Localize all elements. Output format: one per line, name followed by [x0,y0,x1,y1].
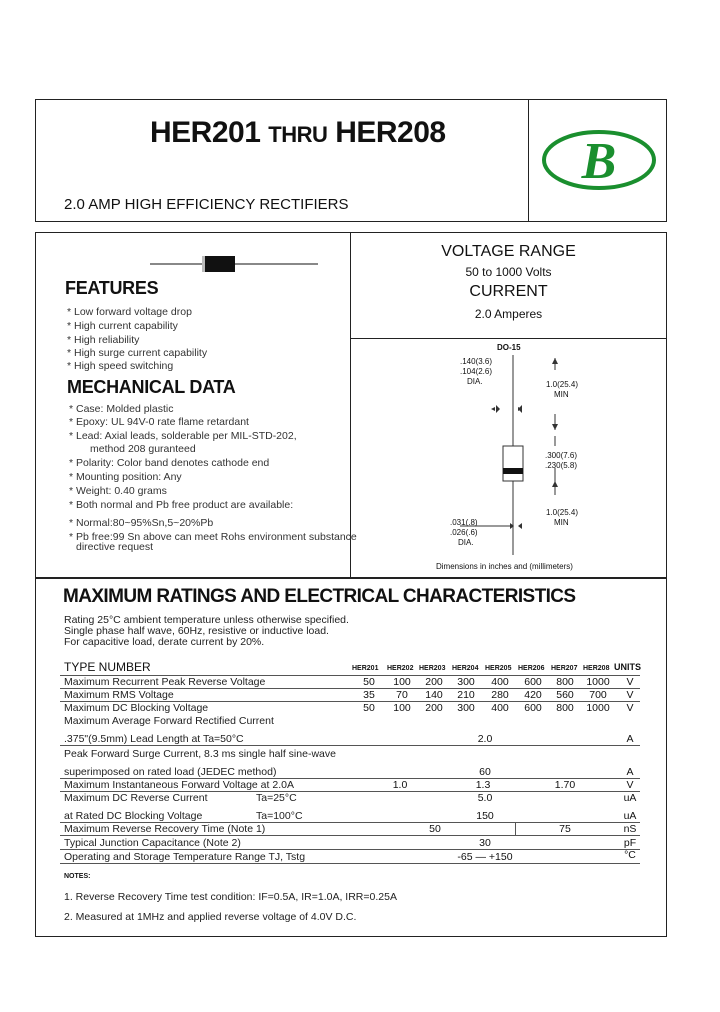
mechanical-item: directive request [76,541,154,553]
page-title [150,116,446,150]
col-header: HER205 [485,665,512,672]
table-cell: 140 [425,689,443,701]
dim-dia-top-3: DIA. [467,377,483,386]
table-cell: 50 [363,702,375,714]
brand-logo [541,129,657,191]
table-cell: 1000 [586,676,610,688]
table-cell: 30 [479,837,491,849]
table-cell: -65 — +150 [457,851,513,863]
table-row-label: at Rated DC Blocking Voltage [64,810,203,822]
table-row-condition: Ta=100°C [256,810,303,822]
table-cell: 1.3 [475,779,491,791]
table-cell: 50 [429,823,441,835]
mechanical-item: * Case: Molded plastic [69,403,174,415]
mechanical-item: * Epoxy: UL 94V-0 rate flame retardant [69,416,249,428]
table-unit: A [626,733,634,745]
table-cell: 1.0 [392,779,408,791]
col-header: HER202 [387,665,414,672]
table-cell: 60 [479,766,491,778]
table-row-label: Maximum Instantaneous Forward Voltage at 2.0A [64,779,294,791]
table-cell: 2.0 [477,733,493,745]
table-cell: 400 [491,676,509,688]
feature-item: * High reliability [67,334,140,346]
table-row-condition: Ta=25°C [256,792,297,804]
table-cell: 600 [524,676,542,688]
table-row-label: Maximum DC Reverse Current [64,792,208,804]
table-cell: 210 [457,689,475,701]
dim-body-1: .300(7.6) [545,451,578,460]
table-unit: °C [624,849,636,861]
table-cell: 280 [491,689,509,701]
logo-letter: B [581,133,617,190]
header-divider [528,99,529,222]
note-item: 2. Measured at 1MHz and applied reverse voltage of 4.0V D.C. [64,911,357,923]
table-cell: 800 [556,702,574,714]
table-cell: 150 [476,810,494,822]
table-cell: 70 [396,689,408,701]
feature-item: * High surge current capability [67,347,208,359]
title-right: HER208 [335,116,446,149]
table-row-label: Maximum DC Blocking Voltage [64,702,209,714]
voltage-range-title: VOLTAGE RANGE [441,243,576,260]
feature-item: * High current capability [67,320,178,332]
dim-body-2: .230(5.8) [545,461,578,470]
table-cell: 800 [556,676,574,688]
mechanical-item: * Normal:80~95%Sn,5~20%Pb [69,517,214,529]
table-row-label: .375"(9.5mm) Lead Length at Ta=50°C [64,733,244,745]
table-cell: 50 [363,676,375,688]
table-cell: 100 [393,702,411,714]
table-cell: 200 [425,702,443,714]
table-cell: 300 [457,702,475,714]
table-row-label: Maximum Reverse Recovery Time (Note 1) [64,823,266,835]
table-cell: 5.0 [477,792,493,804]
mechanical-item: * Both normal and Pb free product are available: [69,499,294,511]
current-title: CURRENT [469,283,548,300]
table-unit: V [626,689,634,701]
table-cell: 200 [425,676,443,688]
col-header: HER203 [419,665,446,672]
dim-lead-1: 1.0(25.4) [546,380,579,389]
col-header: HER207 [551,665,578,672]
table-cell: 400 [491,702,509,714]
mechanical-item: method 208 guranteed [90,443,196,455]
dim-wire-2: .026(.6) [450,528,478,537]
trr-divider [515,822,516,835]
col-header: HER208 [583,665,610,672]
table-unit: pF [623,837,637,849]
table-unit: uA [623,792,637,804]
mechanical-item: * Lead: Axial leads, solderable per MIL-STD-202, [69,430,297,442]
table-unit: V [626,779,634,791]
note-item: 1. Reverse Recovery Time test condition: IF=0.5A, IR=1.0A, IRR=0.25A [64,891,397,903]
ratings-note: Rating 25°C ambient temperature unless otherwise specified. [64,614,349,626]
dim-wire-1: .031(.8) [450,518,478,527]
dim-wire-3: DIA. [458,538,474,547]
mechanical-item: * Polarity: Color band denotes cathode end [69,457,270,469]
ratings-note: Single phase half wave, 60Hz, resistive or inductive load. [64,625,329,637]
table-rule [60,745,640,746]
mechanical-title: MECHANICAL DATA [67,377,236,397]
feature-item: * High speed switching [67,360,174,372]
table-row-label: Maximum Average Forward Rectified Current [64,715,274,727]
features-title: FEATURES [65,278,159,298]
table-unit: V [626,702,634,714]
type-number-label: TYPE NUMBER [64,660,151,674]
table-row-label: Typical Junction Capacitance (Note 2) [64,837,241,849]
feature-item: * Low forward voltage drop [67,306,192,318]
units-label: UNITS [614,662,641,672]
dim-dia-top-1: .140(3.6) [460,357,493,366]
table-row-label: Peak Forward Surge Current, 8.3 ms single half sine-wave [64,748,336,760]
col-header: HER206 [518,665,545,672]
ratings-title: MAXIMUM RATINGS AND ELECTRICAL CHARACTERISTICS [63,586,576,607]
table-row-label: superimposed on rated load (JEDEC method) [64,766,277,778]
ratings-note: For capacitive load, derate current by 20%. [64,636,265,648]
table-cell: 75 [559,823,571,835]
table-cell: 35 [363,689,375,701]
col-header: HER201 [352,665,379,672]
current-value: 2.0 Amperes [474,307,543,321]
mechanical-item: * Pb free:99 Sn above can meet Rohs environment substance [69,531,357,543]
table-row-label: Maximum Recurrent Peak Reverse Voltage [64,676,266,688]
package-name: DO-15 [497,343,521,352]
title-thru: THRU [268,122,328,147]
table-rule [60,849,640,850]
notes-title: NOTES: [64,873,91,880]
table-cell: 300 [457,676,475,688]
dimensions-note: Dimensions in inches and (millimeters) [436,562,573,571]
table-rule [60,863,640,864]
dim-lead-2-min: MIN [554,518,569,527]
page-subtitle: 2.0 AMP HIGH EFFICIENCY RECTIFIERS [64,196,349,213]
dim-lead-2: 1.0(25.4) [546,508,579,517]
table-row-label: Operating and Storage Temperature Range TJ, Tstg [64,851,306,863]
table-unit: V [626,676,634,688]
voltage-divider [350,338,667,339]
table-row-label: Maximum RMS Voltage [64,689,174,701]
diode-icon [150,254,320,274]
table-cell: 1000 [586,702,610,714]
table-cell: 700 [589,689,607,701]
table-cell: 1.70 [554,779,576,791]
table-cell: 420 [524,689,542,701]
col-header: HER204 [452,665,479,672]
title-left: HER201 [150,116,261,149]
dim-dia-top-2: .104(2.6) [460,367,493,376]
table-rule [60,835,640,836]
table-unit: nS [623,823,637,835]
mechanical-item: * Mounting position: Any [69,471,182,483]
table-cell: 100 [393,676,411,688]
table-unit: A [626,766,634,778]
dim-lead-1-min: MIN [554,390,569,399]
table-unit: uA [623,810,637,822]
mechanical-item: * Weight: 0.40 grams [69,485,167,497]
voltage-range-value: 50 to 1000 Volts [465,265,552,279]
table-cell: 600 [524,702,542,714]
table-cell: 560 [556,689,574,701]
